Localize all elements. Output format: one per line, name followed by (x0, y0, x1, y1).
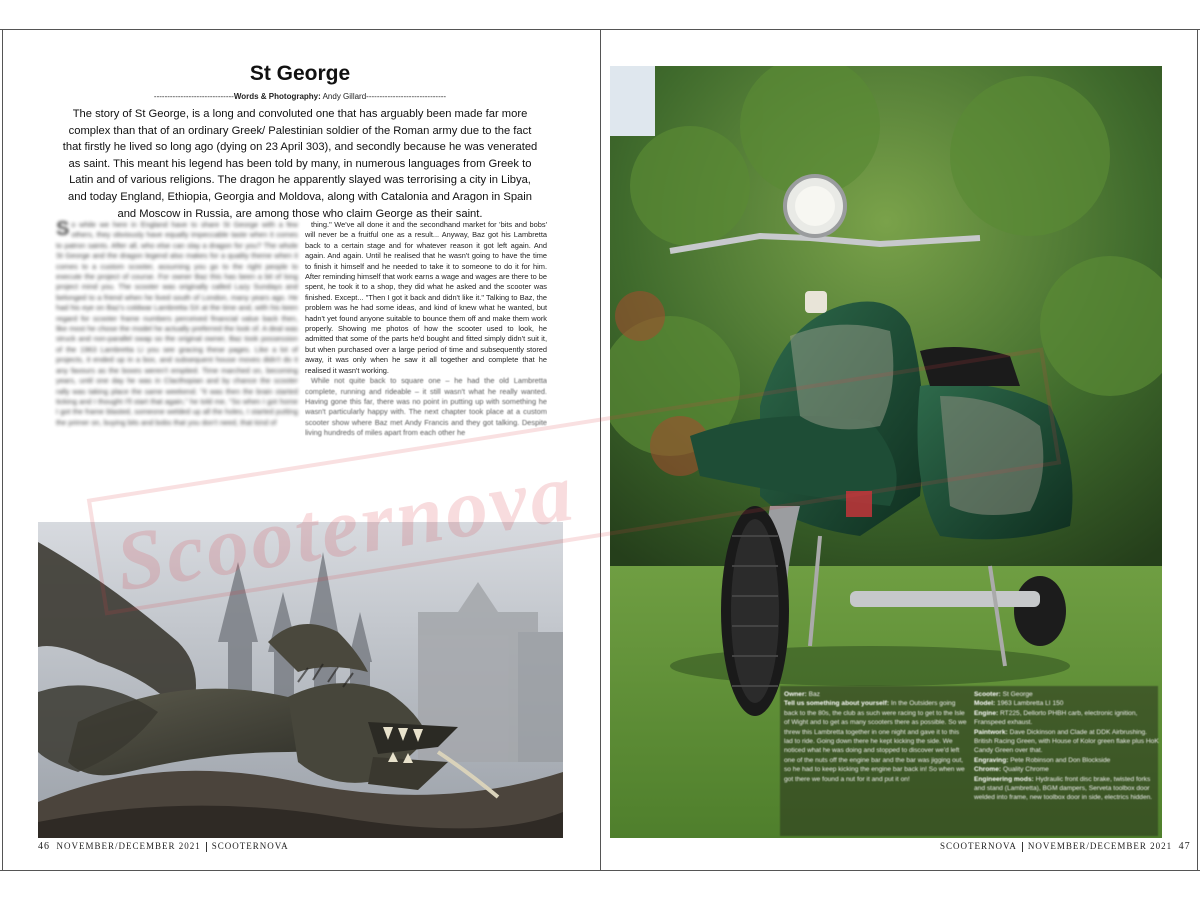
right-page-number: 47 (1178, 841, 1191, 852)
spec-model: Model: 1963 Lambretta LI 150 (974, 700, 1064, 708)
spec-column-scooter (974, 690, 1159, 803)
article-title: St George (249, 62, 351, 85)
spec-panel (780, 686, 1158, 836)
scooter-photo (610, 66, 1162, 838)
spec-owner: Owner: Baz (784, 691, 820, 698)
dragon-artwork (38, 522, 563, 838)
spec-scooter: Scooter: St George (974, 691, 1033, 698)
left-magazine-name: SCOOTERNOVA (211, 841, 289, 851)
left-issue-date: NOVEMBER/DECEMBER 2021 (56, 841, 201, 851)
right-issue-date: NOVEMBER/DECEMBER 2021 (1027, 841, 1173, 851)
spec-engineering: Engineering mods: Hydraulic front disc brake, twisted forks and stand (Lambretta), BGM dampers, Serveta toolbox door welded into frame, new toolbox door in side, electrics hidden. (974, 775, 1153, 802)
byline (100, 92, 500, 101)
byline-label: Words & Photography: (233, 92, 321, 101)
body-column-2-upper: thing." We've all done it and the secondhand market for 'bits and bobs' will never be a fruitful one as a result... Anyway, Baz got his Lambretta back to a certain stage and for whatever reason it got left again. And again. And again. Until he realised that he wasn't going to have the time to finish it himself and he needed to take it to someone to do it for him. After reminding himself that work earns a wage and wages are there to be spent, he took it to a shop, they did what he asked and the scooter was finished. Except... "Then I got it back and didn't like it." Talking to Baz, the problem was he had some ideas, and kind of knew what he wanted, but hadn't yet found anyone suitable to bounce them off and make them work properly. Showing me photos of how the scooter used to look, he admitted that some of the parts he'd bought and fitted simply didn't suit it, but when purchased over a large period of time and subsequently stored away, it was only when he saw it all together and complete that he realised it wasn't working. (305, 220, 547, 375)
spec-column-owner (784, 690, 969, 784)
right-magazine-name: SCOOTERNOVA (940, 841, 1017, 851)
intro-paragraph: The story of St George, is a long and convoluted one that has arguably been made far more complex than that of an ordinary Greek/ Palestinian soldier of the Roman army due to the fact that firstly he lived so long ago (dying on 23 April 303), and secondly because he was venerated as saint. This meant his legend has been told by many, in numerous languages from Greek to Latin and of various religions. The dragon he apparently slayed was terrorising a city in Libya, and today England, Ethiopia, Georgia and Moldova, along with Catalonia and Aragon in Spain and Moscow in Russia, are among those who claim George as their saint. (62, 108, 538, 220)
spec-paintwork: Paintwork: Dave Dickinson and Clade at DDK Airbrushing. British Racing Green, with House of Kolor green flake plus HoK Candy Green over that. (974, 728, 1159, 755)
right-page (600, 30, 1200, 870)
right-folio-divider (1022, 842, 1023, 852)
body-column-1 (56, 220, 298, 516)
dragon-illustration (38, 522, 563, 838)
spec-engine: Engine: RT225, Dellorto PHBH carb, electronic ignition, Franspeed exhaust. (974, 709, 1138, 727)
body-column-2 (305, 220, 547, 516)
byline-rule-left: ------------------------------ (153, 92, 234, 101)
left-page (0, 30, 600, 870)
spec-chrome: Chrome: Quality Chrome (974, 766, 1049, 774)
body-column-2-lower: While not quite back to square one – he had the old Lambretta complete, running and rideable – it still wasn't what he really wanted. Having gone this far, there was no point in putting up with something he wasn't particularly happy with. The next chapter took place at a custom scooter show where Baz met Andy Francis and they got talking. Despite living hundreds of miles apart from each other he (305, 376, 547, 438)
left-folio-divider (206, 842, 207, 852)
spec-engraving: Engraving: Pete Robinson and Don Blockside (974, 756, 1111, 764)
spec-about: Tell us something about yourself: In the Outsiders going back to the 80s, the club as such were racing to get to the Isle of Wight and to get as many scooters there as possible. So we threw this Lambretta together in one night and gave it to this lad to ride. Going down there he kept kicking the side. We noticed what he was doing and stopped to discover we'd left one of the nuts off the engine bar and the bar was jigging out, so he had to keep kicking the engine bar back in! So when we got there we found a nut for it and put it on! (784, 700, 967, 783)
drop-cap: S (56, 220, 70, 240)
byline-author: Andy Gillard (322, 92, 367, 101)
byline-rule-right: ------------------------------ (366, 92, 447, 101)
right-folio (940, 841, 1191, 852)
left-page-number: 46 (38, 841, 50, 852)
left-folio (38, 841, 289, 852)
body-column-1-text: o while we here in England have to share St George with a few others, they obviously have equally impeccable taste when it comes to patron saints. After all, who else can slay a dragon for you? The whole St George and the dragon legend also makes for a quality theme when it comes to a custom scooter, assuming you go to the right people to execute the project of course. For owner Baz this has been a bit of long project mind you. The scooter was originally called Lazy Sundays and belonged to a friend when he lived south of London, many years ago. He had his eye on Baz's coldwar Lambretta SX at the time and, with his keen regard for scooter frame numbers perceived financial value back then, like most he chose the model he actually preferred the look of. A deal was struck and non-parallel swap so the original owner, Baz took possession of the 1963 Lambretta Li you see gracing these pages. Like a lot of projects, it ended up in a box, and subsequent house moves didn't do it any favours as the boxes weren't emptied. Time marched on, becoming years, until one day he was in Clacthopian and by chance the scooter rally was taking place the same weekend. "It was then the brain started ticking and I thought I'll start that again," he told me, "So when I got home I got the frame blasted, someone welded up all the holes, I started putting the primer on, buying bits and bobs that you don't need, that kind of (56, 220, 298, 427)
